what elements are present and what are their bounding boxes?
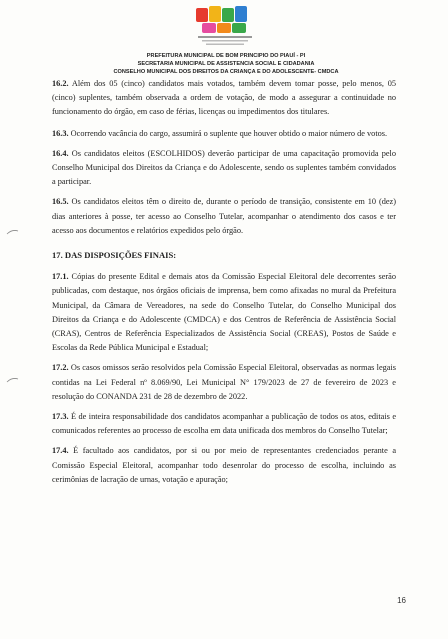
item-number: 17.3. [52, 412, 69, 422]
item-text: Ocorrendo vacância do cargo, assumirá o suplente que houver obtido o maior número de votos. [68, 128, 388, 138]
item-number: 16.4. [52, 148, 69, 158]
item-text: Os casos omissos serão resolvidos pela Comissão Especial Eleitoral, observadas as normas legais contidas na Lei Federal nº 8.069/90, Lei Municipal N° 179/2023 de 27 de fevereiro de 2023 e resolução do CONANDA 231 de 28 de dezembro de 2022. [52, 363, 396, 401]
header-line-3: CONSELHO MUNICIPAL DOS DIREITOS DA CRIANÇA E DO ADOLESCENTE- CMDCA [113, 69, 339, 76]
item-text: Além dos 05 (cinco) candidatos mais votados, também devem tomar posse, pelo menos, 05 (cinco) suplentes, também observada a ordem de votação, de modo a assegurar a continuidade no funcionamento do órgão, em caso de férias, licenças ou impedimentos dos titulares. [52, 79, 396, 117]
item-number: 16.3. [52, 128, 69, 138]
item-number: 17.1. [52, 272, 69, 282]
cmdca-logo [190, 4, 260, 48]
paragraph-17-1 [52, 270, 396, 355]
margin-mark [6, 376, 20, 384]
item-number: 17.4. [52, 446, 69, 456]
item-number: 17.2. [52, 363, 69, 373]
paragraph-17-3 [52, 410, 396, 438]
paragraph-17-4 [52, 444, 396, 487]
page-number: 16 [397, 596, 406, 605]
paragraph-16-4 [52, 147, 396, 190]
paragraph-16-5 [52, 195, 396, 238]
item-text: Os candidatos eleitos têm o direito de, durante o período de transição, consistente em 10 (dez) dias anteriores à posse, ter acesso ao Conselho Tutelar, acompanhar o atendimento dos casos e ter acesso aos documentos e relatórios expedidos pelo órgão. [52, 197, 396, 235]
item-number: 16.2. [52, 79, 69, 88]
item-number: 16.5. [52, 197, 69, 207]
item-text: É facultado aos candidatos, por si ou por meio de representantes credenciados perante a Comissão Especial Eleitoral, acompanhar todo desenrolar do processo de escolha, incluindo as cerimônias de lacração de urnas, votação e apuração; [52, 446, 396, 484]
item-text: É de inteira responsabilidade dos candidatos acompanhar a publicação de todos os atos, editais e comunicados referentes ao processo de escolha em data unificada dos membros do Conselho Tutelar; [52, 412, 396, 436]
margin-mark [6, 228, 20, 236]
paragraph-16-3 [52, 127, 396, 141]
item-text: Os candidatos eleitos (ESCOLHIDOS) deverão participar de uma capacitação promovida pelo Conselho Municipal dos Direitos da Criança e do Adolescente, sendo os suplentes também convidados a participar. [52, 148, 396, 187]
item-text: Cópias do presente Edital e demais atos da Comissão Especial Eleitoral dele decorrentes serão publicadas, com destaque, nos órgãos oficiais de imprensa, bem como afixadas no mural da Prefeitura Municipal, da Câmara de Vereadores, na sede do Conselho Tutelar, do Conselho Municipal dos Direitos da Criança e do Adolescente (CMDCA) e dos Centros de Referência de Assistência Social (CRAS), Centros de Referência Especializados de Assistência Social (CREAS), Postos de Saúde e Escolas da Rede Pública Municipal e Estadual; [52, 272, 396, 353]
section-title: 17. DAS DISPOSIÇÕES FINAIS: [52, 250, 177, 261]
paragraph-16-2 [52, 77, 396, 120]
document-header [40, 52, 412, 77]
header-line-1: PREFEITURA MUNICIPAL DE BOM PRINCIPIO DO PIAUÍ - PI [146, 53, 306, 59]
paragraph-17-2 [52, 361, 396, 404]
document-body [52, 77, 396, 493]
header-line-2: SECRETARIA MUNICIPAL DE ASSISTENCIA SOCIAL E CIDADANIA [137, 61, 315, 68]
